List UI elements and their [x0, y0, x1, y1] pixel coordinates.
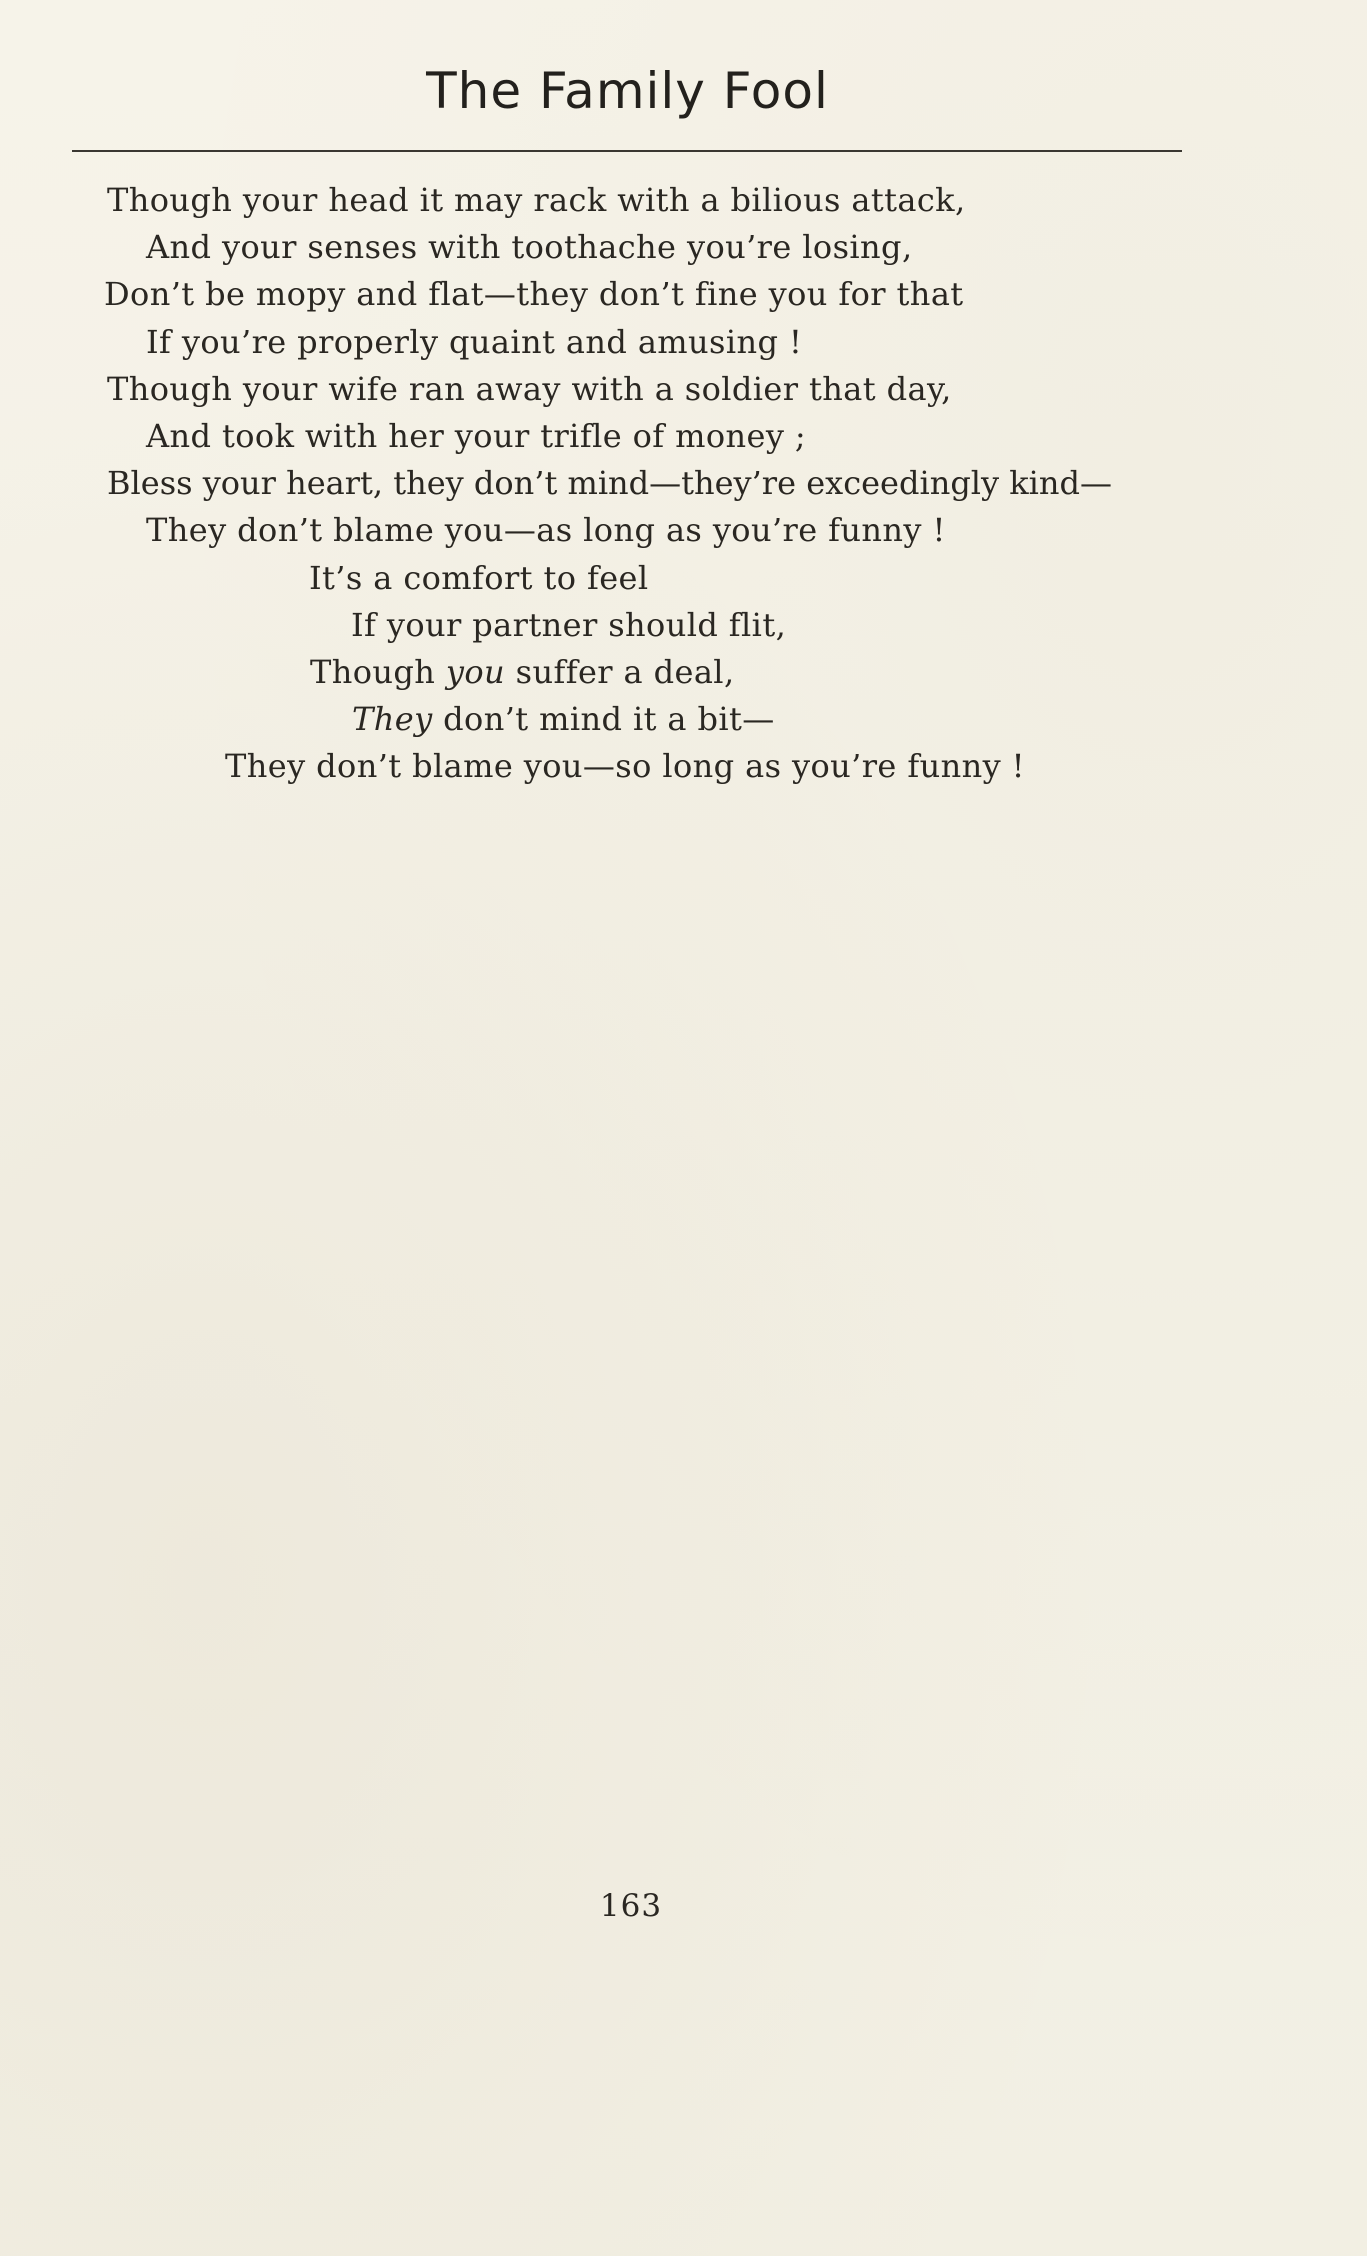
- poem-line: If you’re properly quaint and amusing !: [146, 322, 803, 361]
- header-rule: [72, 150, 1182, 152]
- poem-line: They don’t blame you—as long as you’re funny !: [146, 511, 946, 550]
- poem-line: And took with her your trifle of money ;: [146, 416, 807, 455]
- line-text: don’t mind it a bit—: [432, 700, 775, 739]
- line-text: Though: [310, 652, 446, 691]
- poem-line: Don’t be mopy and flat—they don’t fine you for that: [104, 275, 964, 314]
- emphasized-word: They: [352, 700, 433, 739]
- poem-line: Bless your heart, they don’t mind—they’re exceedingly kind—: [107, 464, 1112, 503]
- poem-line: Though your head it may rack with a bilious attack,: [107, 181, 966, 219]
- poem-line: And your senses with toothache you’re losing,: [146, 228, 913, 267]
- poem-line: [0, 649, 1367, 696]
- line-text: suffer a deal,: [505, 652, 735, 691]
- poem-stanza: [0, 177, 1367, 790]
- poem-line: [0, 696, 1367, 743]
- poem-line: Though your wife ran away with a soldier that day,: [107, 369, 952, 408]
- emphasized-word: you: [445, 652, 506, 691]
- running-head-title: The Family Fool: [426, 62, 829, 120]
- poem-line: It’s a comfort to feel: [309, 558, 649, 597]
- page-number: 163: [599, 1888, 663, 1924]
- poem-line: They don’t blame you—so long as you’re funny !: [225, 747, 1025, 786]
- poem-line: If your partner should flit,: [351, 605, 787, 644]
